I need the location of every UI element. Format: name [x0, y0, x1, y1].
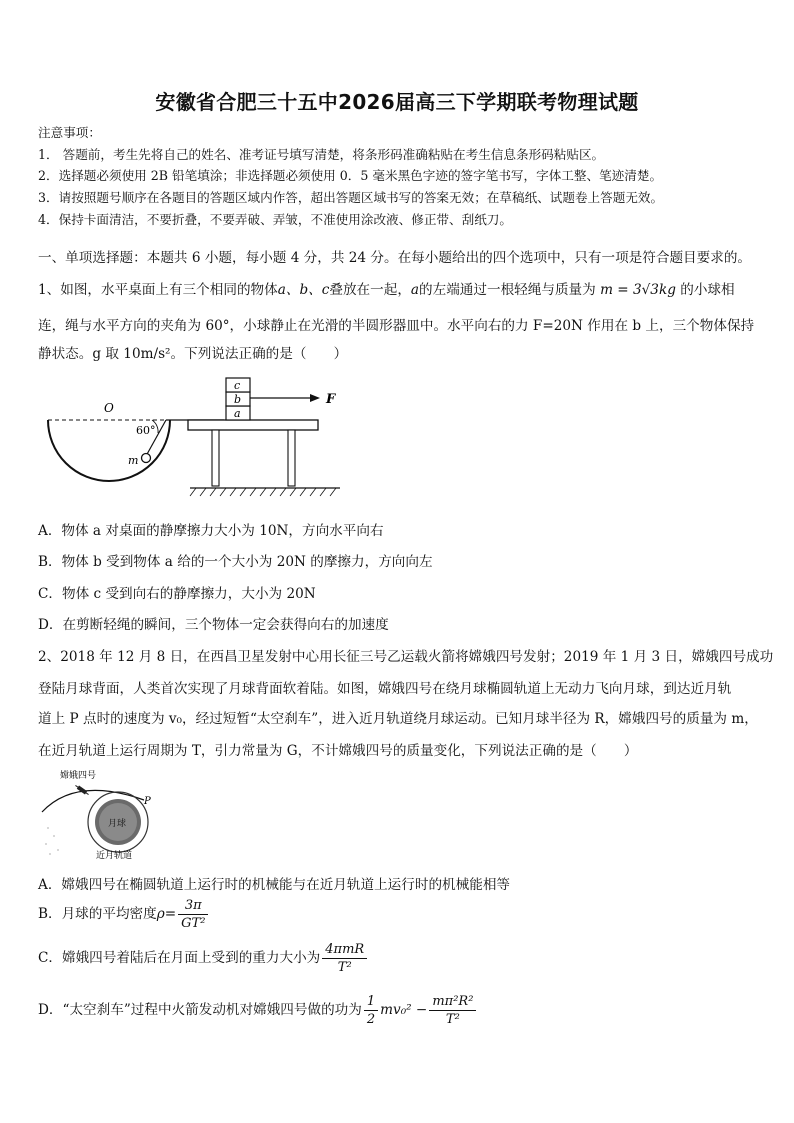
q2-option-b-rho: ρ=	[156, 906, 177, 922]
q1-objects: a、b、c	[277, 282, 330, 298]
label-c: c	[234, 379, 241, 392]
q2-option-b-num: 3π	[178, 898, 208, 915]
q1-object-a: a	[410, 282, 420, 298]
notice-heading: 注意事项：	[38, 125, 101, 140]
page-title: 安徽省合肥三十五中2026届高三下学期联考物理试题	[155, 90, 639, 114]
q2-option-d-fraction-1	[364, 994, 378, 1027]
notice-item-3: 3．请按照题号顺序在各题目的答题区域内作答，超出答题区域书写的答案无效；在草稿纸、试题卷上答题无效。	[38, 190, 664, 205]
notice-item-4: 4．保持卡面清洁，不要折叠，不要弄破、弄皱，不准使用涂改液、修正带、刮纸刀。	[38, 212, 512, 227]
q2-option-c-fraction	[322, 942, 367, 975]
q2-option-c-num: 4πmR	[322, 942, 367, 959]
q2-option-d-mid: mv₀² −	[380, 1002, 428, 1018]
q2-option-c-den: T²	[337, 960, 352, 975]
section-heading: 一、单项选择题：本题共 6 小题，每小题 4 分，共 24 分。在每小题给出的四个选项中，只有一项是符合题目要求的。	[38, 250, 752, 266]
background-speckle	[45, 827, 59, 855]
q2-line-4: 在近月轨道上运行周期为 T，引力常量为 G，不计嫦娥四号的质量变化，下列说法正确的是（ ）	[38, 743, 638, 759]
q2-option-d-f1-num: 1	[364, 994, 378, 1011]
force-arrowhead	[310, 394, 320, 402]
q1-line-3: 静状态。g 取 10m/s²。下列说法正确的是（ ）	[38, 346, 348, 362]
q1-text-c: 叠放在一起，	[329, 282, 411, 298]
notice-item-2: 2．选择题必须使用 2B 铅笔填涂；非选择题必须使用 0．5 毫米黑色字迹的签字笔书写，字体工整、笔迹清楚。	[38, 168, 663, 183]
table-leg-left	[212, 430, 219, 486]
q1-mass: m = 3√3kg	[600, 282, 676, 298]
q1-text-a: 1、如图，水平桌面上有三个相同的物体	[38, 282, 278, 298]
label-F: F	[326, 392, 336, 407]
probe-icon	[74, 784, 89, 796]
q2-option-d-f1-den: 2	[366, 1012, 376, 1027]
label-b: b	[234, 393, 242, 406]
q1-option-c: C．物体 c 受到向右的静摩擦力，大小为 20N	[38, 586, 316, 602]
q2-line-1: 2、2018 年 12 月 8 日，在西昌卫星发射中心用长征三号乙运载火箭将嫦娥四号发射；2019 年 1 月 3 日，嫦娥四号成功	[38, 649, 774, 665]
q1-option-b: B．物体 b 受到物体 a 给的一个大小为 20N 的摩擦力，方向向左	[38, 554, 433, 570]
label-orbit: 近月轨道	[96, 851, 133, 861]
label-O: O	[104, 401, 114, 415]
ground-hatch	[190, 488, 336, 496]
label-probe: 嫦娥四号	[60, 771, 97, 781]
q1-line-1	[38, 278, 735, 298]
q2-figure	[36, 766, 166, 862]
q2-line-2: 登陆月球背面，人类首次实现了月球背面软着陆。如图，嫦娥四号在绕月球椭圆轨道上无动力飞向月球，到达近月轨	[38, 681, 732, 697]
q2-line-3: 道上 P 点时的速度为 v₀，经过短暂“太空刹车”，进入近月轨道绕月球运动。已知月球半径为 R，嫦娥四号的质量为 m，	[38, 711, 758, 727]
label-P: P	[144, 796, 151, 807]
q2-option-d-f2-den: T²	[445, 1012, 460, 1027]
label-a: a	[234, 407, 241, 420]
q2-option-c-text: C．嫦娥四号着陆后在月面上受到的重力大小为	[38, 950, 321, 966]
q2-option-d-fraction-2	[429, 994, 476, 1027]
q2-option-d	[38, 994, 478, 1027]
q1-text-e: 的左端通过一根轻绳与质量为	[419, 282, 596, 298]
q1-option-a: A．物体 a 对桌面的静摩擦力大小为 10N，方向水平向右	[38, 523, 384, 539]
label-angle: 60°	[136, 424, 156, 437]
label-m: m	[128, 454, 139, 467]
table-top	[188, 420, 318, 430]
q1-option-d: D．在剪断轻绳的瞬间，三个物体一定会获得向右的加速度	[38, 617, 389, 633]
ball	[142, 454, 151, 463]
notice-item-1: 1． 答题前，考生先将自己的姓名、准考证号填写清楚，将条形码准确粘贴在考生信息条形码粘贴区。	[38, 147, 605, 162]
q2-option-b-den: GT²	[181, 916, 206, 931]
q2-option-b-text: B．月球的平均密度	[38, 906, 157, 922]
q1-text-f: 的小球相	[680, 282, 735, 298]
q2-option-b	[38, 898, 210, 931]
q2-option-b-fraction	[178, 898, 208, 931]
table-leg-right	[288, 430, 295, 486]
q1-line-2: 连，绳与水平方向的夹角为 60°，小球静止在光滑的半圆形器皿中。水平向右的力 F=20N 作用在 b 上，三个物体保持	[38, 318, 755, 334]
q2-option-d-text: D．“太空刹车”过程中火箭发动机对嫦娥四号做的功为	[38, 1002, 362, 1018]
label-moon: 月球	[108, 819, 127, 829]
q2-option-d-f2-num: mπ²R²	[429, 994, 476, 1011]
q2-option-c	[38, 942, 369, 975]
q2-option-a: A．嫦娥四号在椭圆轨道上运行时的机械能与在近月轨道上运行时的机械能相等	[38, 877, 511, 893]
q1-figure	[40, 372, 350, 504]
